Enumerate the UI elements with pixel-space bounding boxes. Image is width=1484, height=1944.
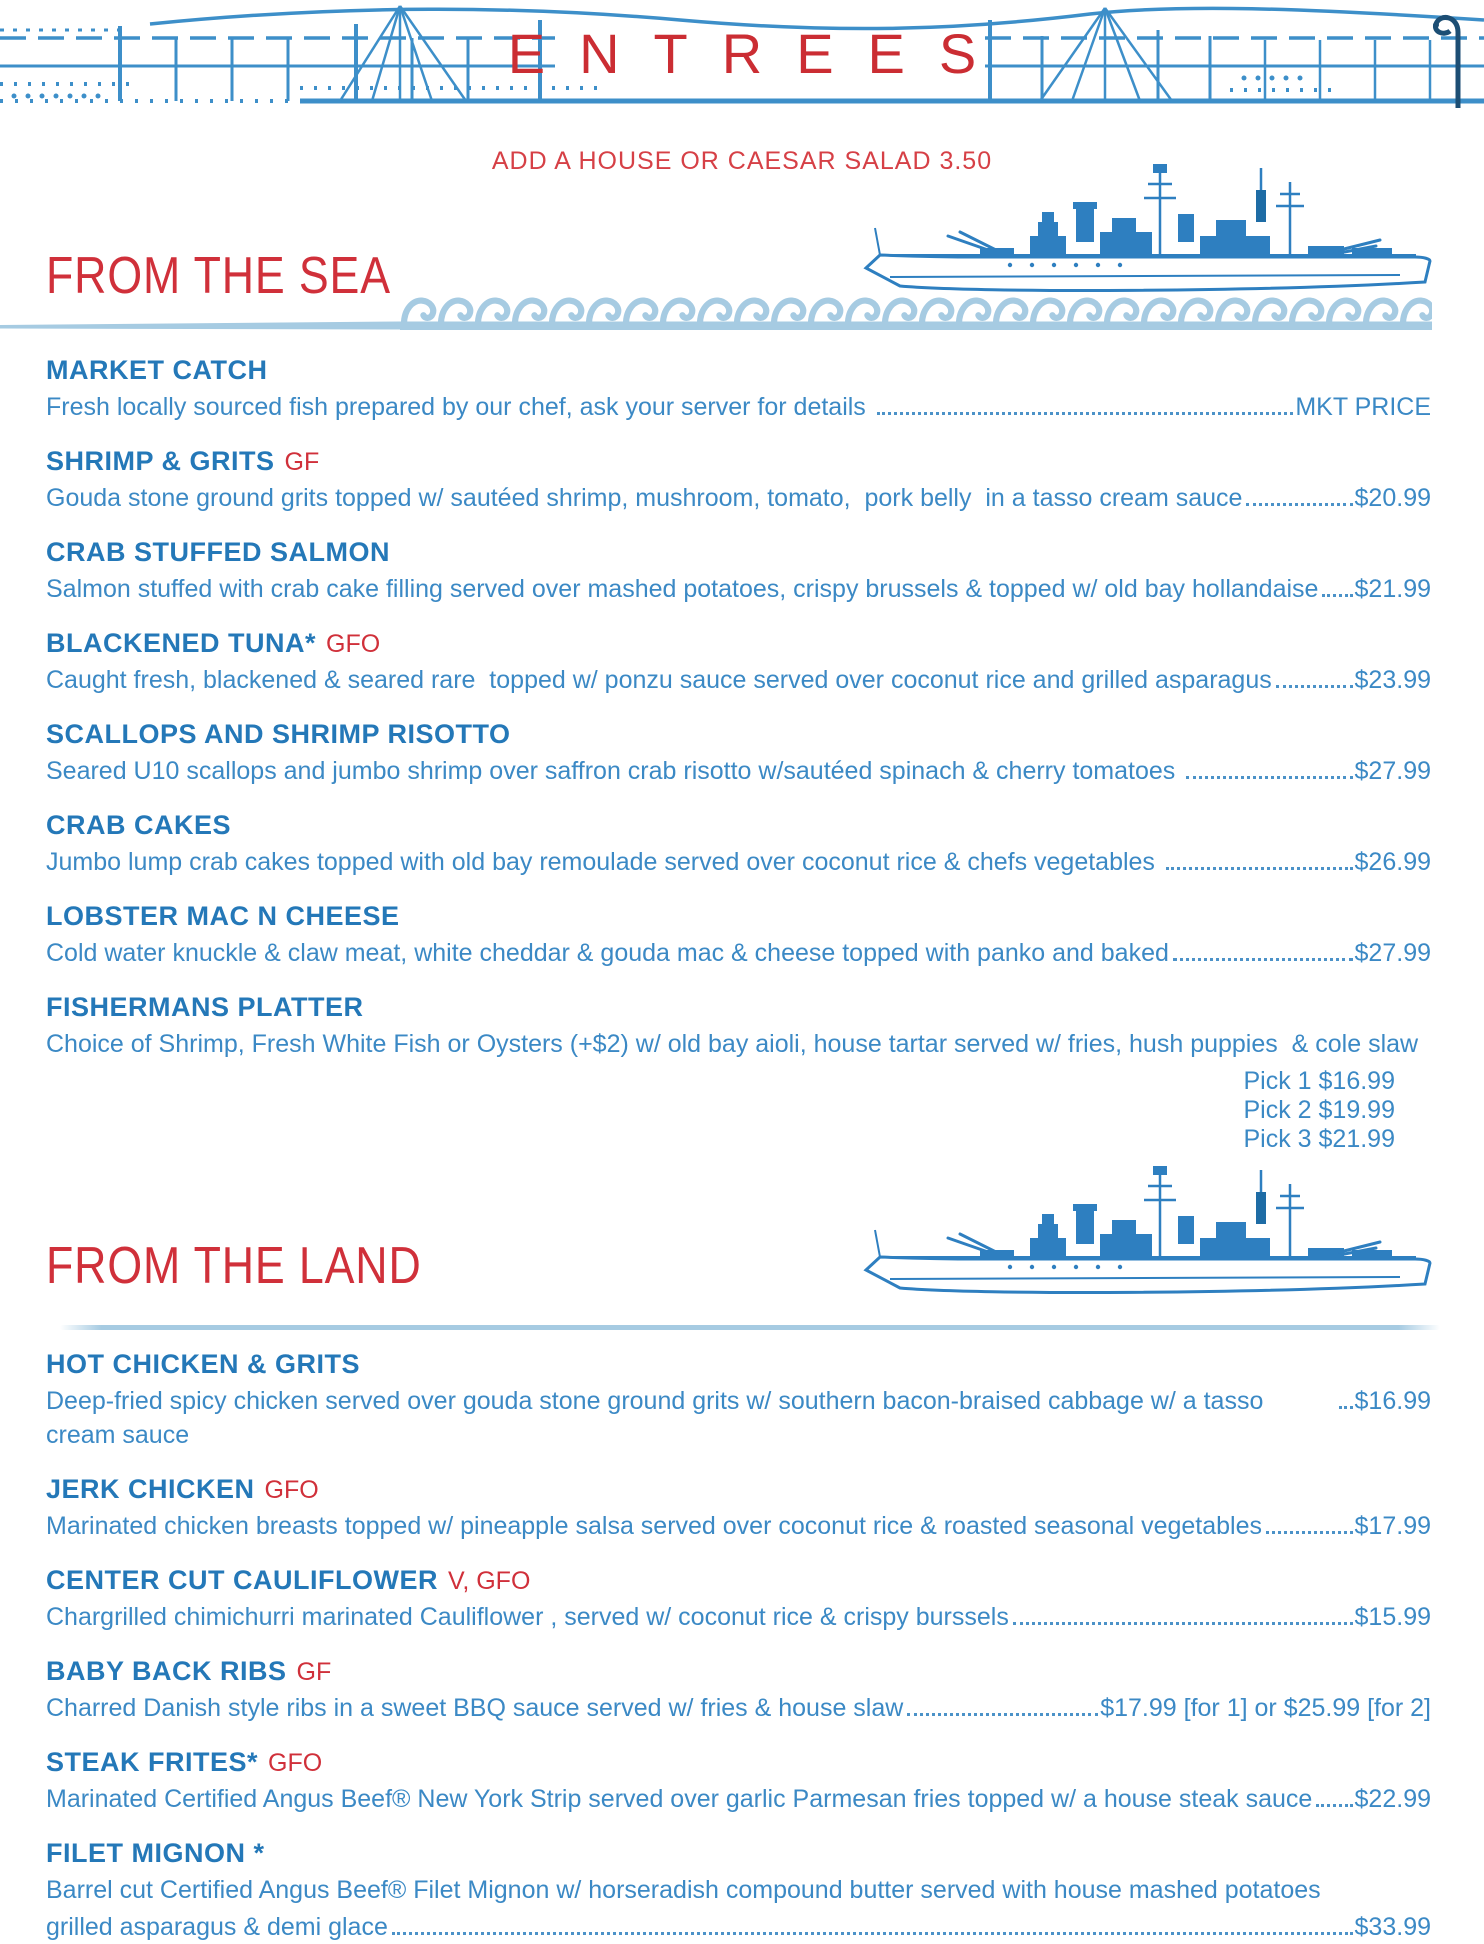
menu-item	[46, 1473, 1431, 1543]
menu-item	[46, 718, 1431, 788]
item-name: CRAB CAKES	[46, 810, 232, 840]
item-tag: GFO	[264, 1476, 319, 1504]
dotted-leader	[1246, 503, 1352, 506]
pick-option: Pick 1 $16.99	[1243, 1067, 1395, 1095]
item-price: MKT PRICE	[1295, 393, 1431, 421]
dotted-leader	[1316, 1804, 1352, 1807]
item-name: SHRIMP & GRITS	[46, 446, 275, 476]
item-tag: GF	[284, 448, 320, 476]
item-name: JERK CHICKEN	[46, 1474, 255, 1504]
pick-options	[1244, 1067, 1396, 1154]
land-items	[0, 1330, 1484, 1944]
item-description: Caught fresh, blackened & seared rare topped w/ ponzu sauce served over coconut rice and grilled asparagus	[46, 666, 1272, 694]
battleship-icon	[860, 1162, 1440, 1312]
item-description: Marinated Certified Angus Beef® New York Strip served over garlic Parmesan fries topped w/ a house steak sauce	[46, 1785, 1313, 1813]
item-tag: GFO	[326, 630, 381, 658]
item-name: SCALLOPS AND SHRIMP RISOTTO	[46, 719, 511, 749]
menu-item	[46, 809, 1431, 879]
item-name: FILET MIGNON *	[46, 1838, 265, 1868]
item-price: $20.99	[1354, 484, 1431, 512]
section-divider	[60, 1325, 1440, 1330]
item-description: Fresh locally sourced fish prepared by our chef, ask your server for details	[46, 393, 873, 421]
item-description-line2: grilled asparagus & demi glace	[46, 1913, 388, 1941]
davit-icon	[1433, 17, 1458, 108]
pick-option: Pick 2 $19.99	[1243, 1096, 1395, 1124]
dotted-leader	[1266, 1531, 1353, 1534]
dotted-leader	[1322, 594, 1352, 597]
dotted-leader	[1276, 685, 1353, 688]
dotted-leader	[1013, 1622, 1353, 1625]
menu-item	[46, 1655, 1431, 1725]
dotted-leader	[1339, 1406, 1353, 1409]
item-description: Charred Danish style ribs in a sweet BBQ sauce served w/ fries & house slaw	[46, 1694, 904, 1722]
item-price: $17.99	[1354, 1512, 1431, 1540]
item-price: $16.99	[1354, 1387, 1431, 1415]
item-description: Deep-fried spicy chicken served over gouda stone ground grits w/ southern bacon-braised cabbage w/ a tasso cream sauce	[46, 1387, 1271, 1449]
item-description: Jumbo lump crab cakes topped with old bay remoulade served over coconut rice & chefs vegetables	[46, 848, 1162, 876]
item-price: $22.99	[1354, 1785, 1431, 1813]
battleship-icon	[860, 160, 1440, 310]
menu-item	[46, 1564, 1431, 1634]
section-title: FROM THE SEA	[46, 247, 391, 305]
item-tag: GFO	[268, 1749, 323, 1777]
item-price: $17.99 [for 1] or $25.99 [for 2]	[1100, 1694, 1431, 1722]
item-price: $33.99	[1354, 1913, 1431, 1941]
menu-item	[46, 1837, 1431, 1944]
menu-item	[46, 991, 1431, 1154]
dotted-leader	[1186, 776, 1352, 779]
item-name: BABY BACK RIBS	[46, 1656, 287, 1686]
item-description: Gouda stone ground grits topped w/ sautéed shrimp, mushroom, tomato, pork belly in a tasso cream sauce	[46, 484, 1243, 512]
item-price: $27.99	[1354, 757, 1431, 785]
item-name: LOBSTER MAC N CHEESE	[46, 901, 400, 931]
dotted-leader	[877, 412, 1294, 415]
item-price: $15.99	[1354, 1603, 1431, 1631]
sea-section-header	[0, 176, 1484, 336]
item-description: Salmon stuffed with crab cake filling served over mashed potatoes, crispy brussels & topped w/ old bay hollandaise	[46, 575, 1319, 603]
dotted-leader	[1166, 867, 1353, 870]
item-name: HOT CHICKEN & GRITS	[46, 1349, 361, 1379]
section-title: FROM THE LAND	[46, 1237, 422, 1295]
item-name: MARKET CATCH	[46, 355, 268, 385]
wave-border-icon	[0, 296, 1440, 336]
item-description: Barrel cut Certified Angus Beef® Filet Mignon w/ horseradish compound butter served with house mashed potatoes	[46, 1876, 1321, 1904]
section-from-the-sea	[0, 176, 1484, 1154]
page-title: ENTREES	[507, 22, 1011, 85]
item-name: CENTER CUT CAULIFLOWER	[46, 1565, 438, 1595]
menu-item	[46, 1746, 1431, 1816]
item-description: Marinated chicken breasts topped w/ pineapple salsa served over coconut rice & roasted seasonal vegetables	[46, 1512, 1262, 1540]
menu-item	[46, 900, 1431, 970]
menu-subtitle: ADD A HOUSE OR CAESAR SALAD 3.50	[491, 147, 993, 175]
dotted-leader	[1173, 958, 1353, 961]
sea-items	[0, 336, 1484, 1154]
item-description: Choice of Shrimp, Fresh White Fish or Oysters (+$2) w/ old bay aioli, house tartar served w/ fries, hush puppies & cole slaw	[46, 1030, 1419, 1058]
item-tag: GF	[296, 1658, 332, 1686]
menu-item	[46, 1348, 1431, 1452]
dotted-leader	[907, 1713, 1098, 1716]
item-description: Chargrilled chimichurri marinated Cauliflower , served w/ coconut rice & crispy burssels	[46, 1603, 1009, 1631]
blueprint-header	[0, 0, 1484, 112]
menu-item	[46, 627, 1431, 697]
menu-item	[46, 445, 1431, 515]
blueprint-drawing-icon	[0, 0, 1484, 112]
item-name: BLACKENED TUNA*	[46, 628, 316, 658]
item-name: STEAK FRITES*	[46, 1747, 259, 1777]
item-tag: V, GFO	[447, 1567, 531, 1595]
pick-option: Pick 3 $21.99	[1243, 1125, 1395, 1153]
item-name: CRAB STUFFED SALMON	[46, 537, 390, 567]
menu-item	[46, 354, 1431, 424]
dotted-leader	[392, 1932, 1353, 1935]
item-name: FISHERMANS PLATTER	[46, 992, 364, 1022]
item-price: $27.99	[1354, 939, 1431, 967]
item-price: $21.99	[1354, 575, 1431, 603]
item-description: Cold water knuckle & claw meat, white cheddar & gouda mac & cheese topped with panko and baked	[46, 939, 1169, 967]
item-description: Seared U10 scallops and jumbo shrimp over saffron crab risotto w/sautéed spinach & cherry tomatoes	[46, 757, 1183, 785]
land-section-header	[0, 1175, 1484, 1330]
item-price: $23.99	[1354, 666, 1431, 694]
item-price: $26.99	[1354, 848, 1431, 876]
section-from-the-land	[0, 1175, 1484, 1944]
menu-item	[46, 536, 1431, 606]
